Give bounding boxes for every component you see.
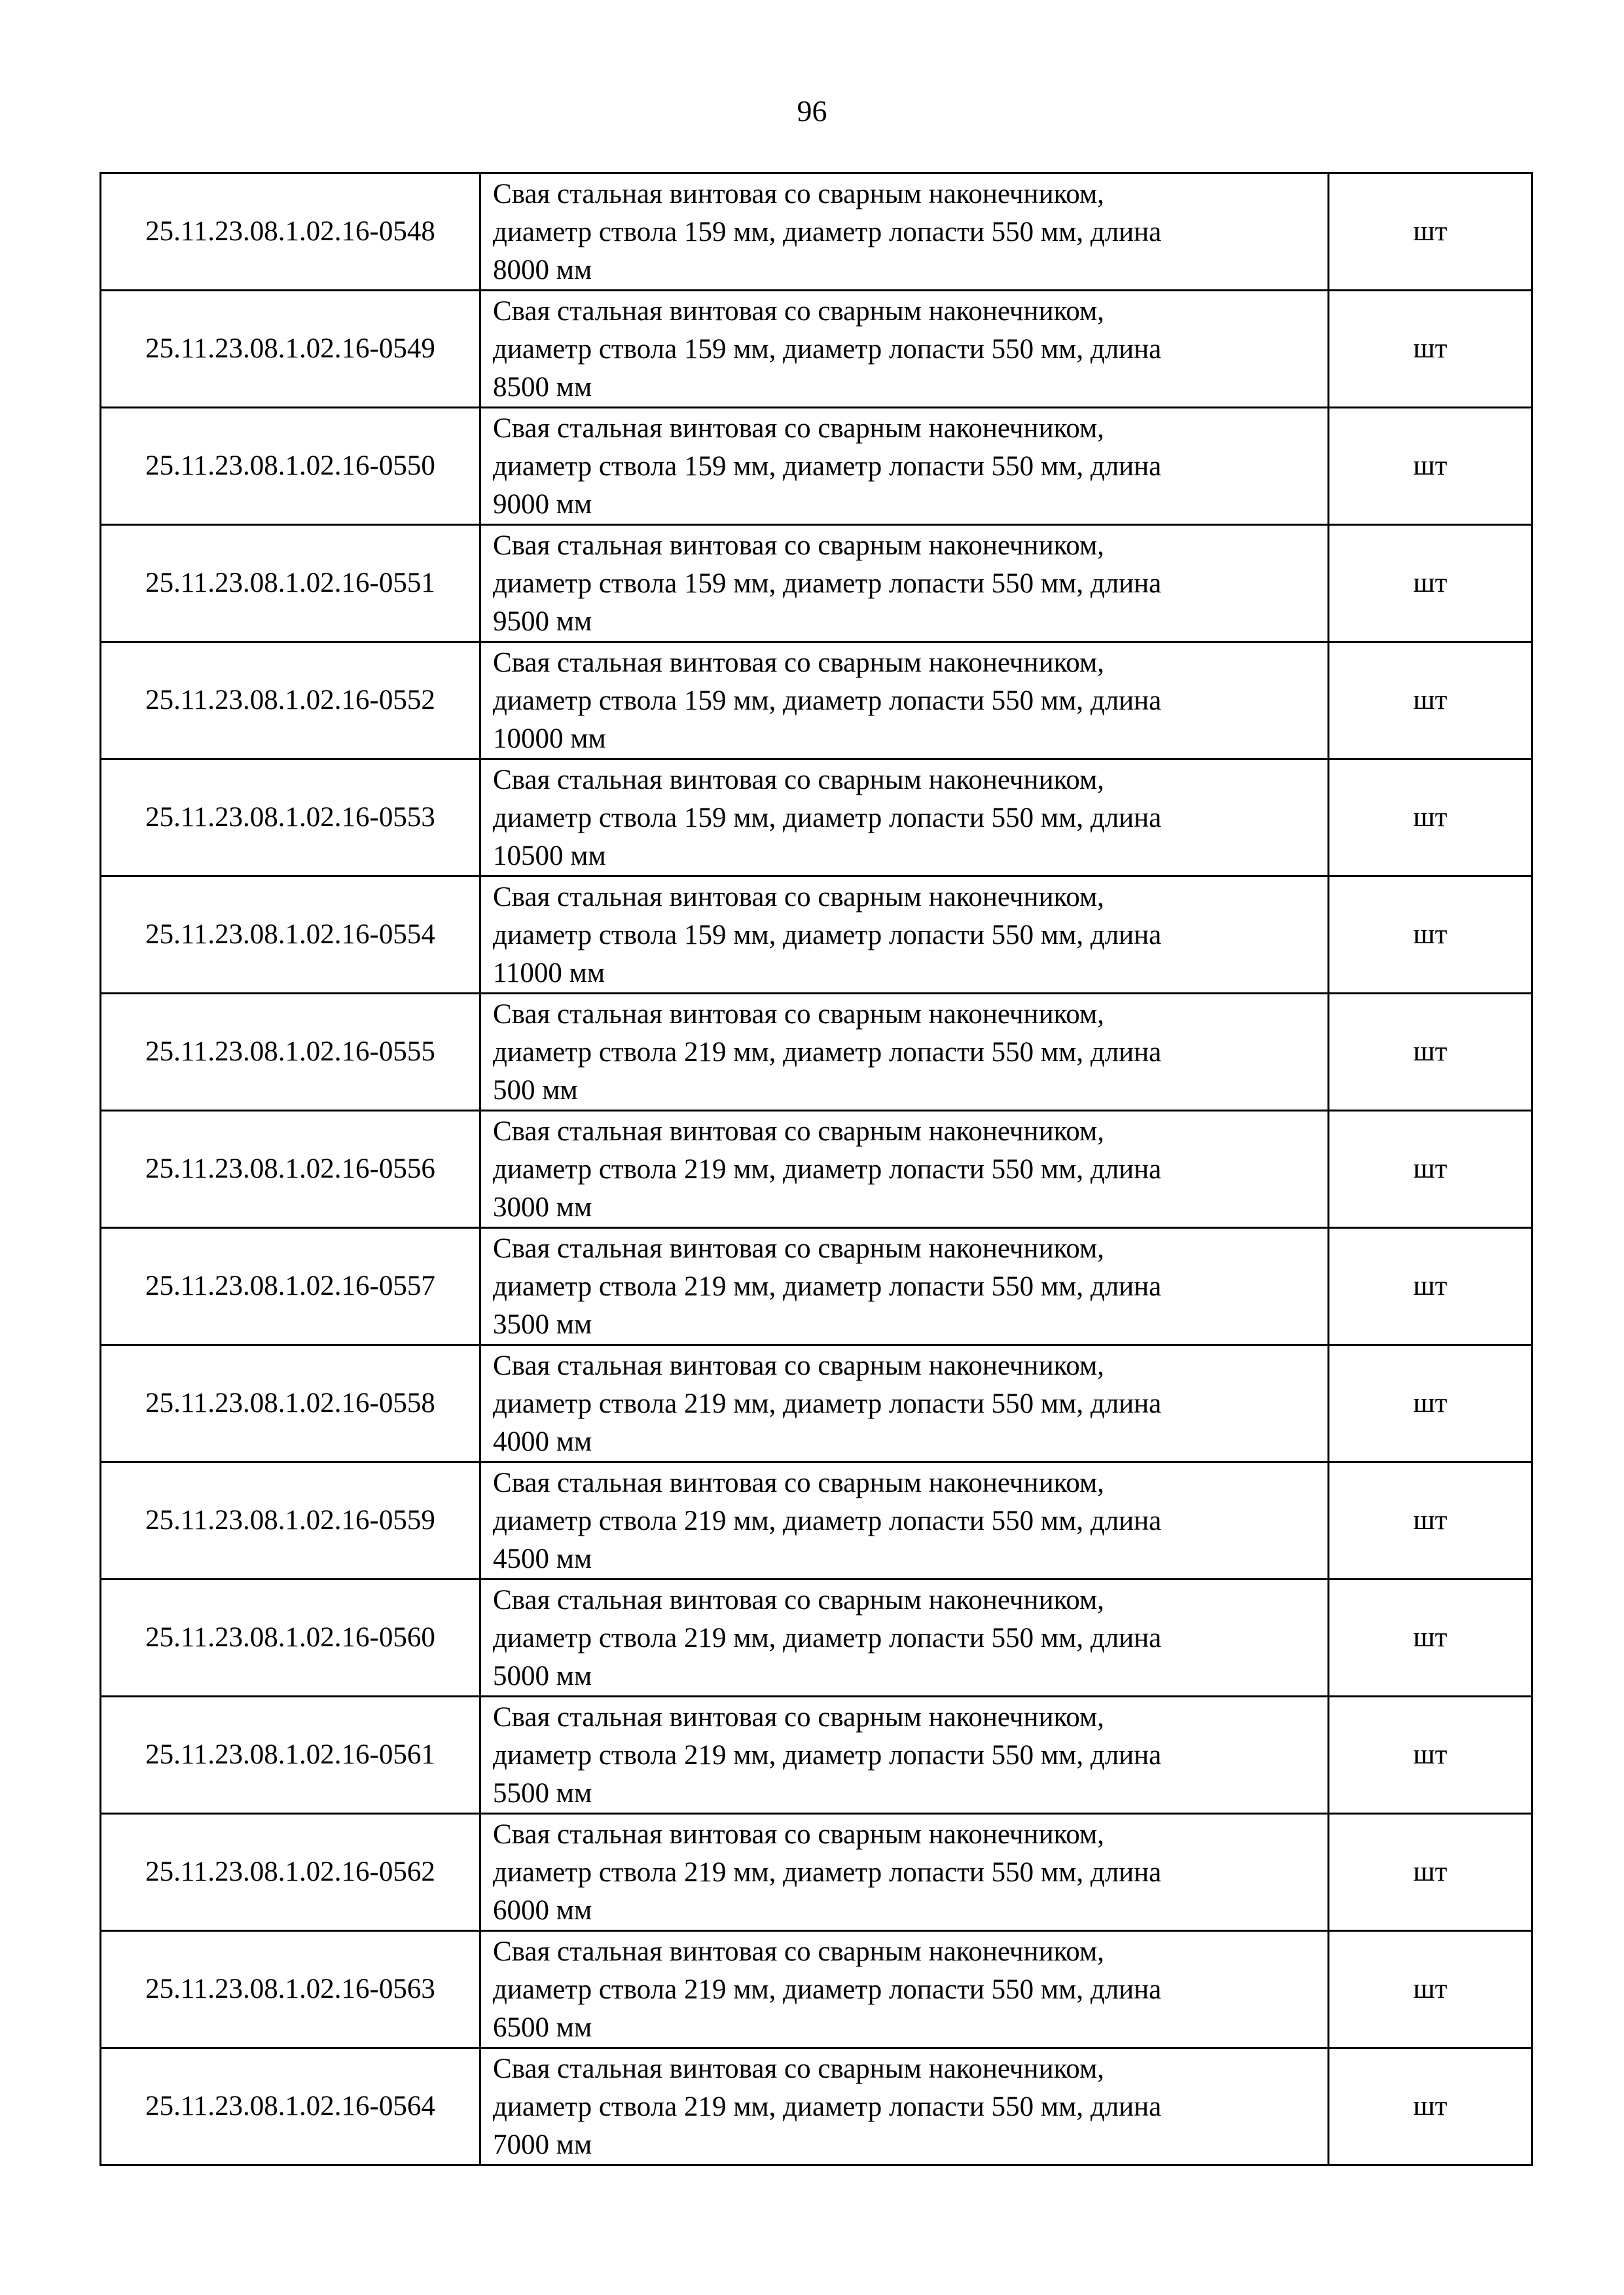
resource-description xyxy=(480,994,1329,1111)
table-row xyxy=(101,1697,1532,1814)
resource-code: 25.11.23.08.1.02.16-0558 xyxy=(101,1345,480,1462)
resource-description xyxy=(480,291,1329,408)
description-line: 8500 мм xyxy=(493,372,592,403)
resource-code: 25.11.23.08.1.02.16-0559 xyxy=(101,1462,480,1580)
description-line: диаметр ствола 219 мм, диаметр лопасти 550 мм, длина xyxy=(493,1154,1162,1185)
resource-description xyxy=(480,1814,1329,1931)
unit-of-measure: шт xyxy=(1329,2048,1532,2165)
resource-code: 25.11.23.08.1.02.16-0553 xyxy=(101,759,480,876)
resource-description xyxy=(480,1697,1329,1814)
description-line: диаметр ствола 219 мм, диаметр лопасти 550 мм, длина xyxy=(493,1271,1162,1302)
resource-description xyxy=(480,1931,1329,2048)
unit-of-measure: шт xyxy=(1329,1931,1532,2048)
description-line: диаметр ствола 159 мм, диаметр лопасти 550 мм, длина xyxy=(493,334,1162,365)
unit-of-measure: шт xyxy=(1329,1462,1532,1580)
resource-code: 25.11.23.08.1.02.16-0557 xyxy=(101,1228,480,1345)
resource-description xyxy=(480,2048,1329,2165)
unit-of-measure: шт xyxy=(1329,1111,1532,1228)
description-line: диаметр ствола 219 мм, диаметр лопасти 550 мм, длина xyxy=(493,1388,1162,1419)
resource-code: 25.11.23.08.1.02.16-0562 xyxy=(101,1814,480,1931)
description-line: Свая стальная винтовая со сварным наконечником, xyxy=(493,2053,1104,2084)
description-line: диаметр ствола 159 мм, диаметр лопасти 550 мм, длина xyxy=(493,568,1162,599)
description-line: 10000 мм xyxy=(493,723,606,754)
table-row xyxy=(101,1580,1532,1697)
unit-of-measure: шт xyxy=(1329,994,1532,1111)
resource-table-body xyxy=(101,173,1532,2165)
unit-of-measure: шт xyxy=(1329,1345,1532,1462)
description-line: Свая стальная винтовая со сварным наконечником, xyxy=(493,765,1104,795)
description-line: 8000 мм xyxy=(493,255,592,285)
table-row xyxy=(101,1931,1532,2048)
description-line: Свая стальная винтовая со сварным наконечником, xyxy=(493,1116,1104,1147)
description-line: диаметр ствола 159 мм, диаметр лопасти 550 мм, длина xyxy=(493,920,1162,950)
description-line: Свая стальная винтовая со сварным наконечником, xyxy=(493,999,1104,1030)
unit-of-measure: шт xyxy=(1329,1228,1532,1345)
description-line: диаметр ствола 219 мм, диаметр лопасти 550 мм, длина xyxy=(493,1857,1162,1888)
description-line: диаметр ствола 219 мм, диаметр лопасти 550 мм, длина xyxy=(493,1623,1162,1653)
description-line: Свая стальная винтовая со сварным наконечником, xyxy=(493,179,1104,209)
unit-of-measure: шт xyxy=(1329,408,1532,525)
description-line: Свая стальная винтовая со сварным наконечником, xyxy=(493,1702,1104,1733)
unit-of-measure: шт xyxy=(1329,291,1532,408)
resource-description xyxy=(480,642,1329,759)
description-line: диаметр ствола 159 мм, диаметр лопасти 550 мм, длина xyxy=(493,803,1162,833)
description-line: 11000 мм xyxy=(493,958,605,988)
table-row xyxy=(101,1228,1532,1345)
description-line: 4000 мм xyxy=(493,1426,592,1457)
description-line: 7000 мм xyxy=(493,2129,592,2160)
description-line: Свая стальная винтовая со сварным наконечником, xyxy=(493,1585,1104,1616)
resource-code: 25.11.23.08.1.02.16-0560 xyxy=(101,1580,480,1697)
unit-of-measure: шт xyxy=(1329,1814,1532,1931)
resource-description xyxy=(480,1345,1329,1462)
description-line: 4500 мм xyxy=(493,1544,592,1574)
description-line: диаметр ствола 219 мм, диаметр лопасти 550 мм, длина xyxy=(493,1037,1162,1068)
resource-description xyxy=(480,173,1329,291)
description-line: Свая стальная винтовая со сварным наконечником, xyxy=(493,1468,1104,1498)
description-line: Свая стальная винтовая со сварным наконечником, xyxy=(493,413,1104,444)
description-line: 5500 мм xyxy=(493,1778,592,1809)
resource-code: 25.11.23.08.1.02.16-0561 xyxy=(101,1697,480,1814)
resource-description xyxy=(480,525,1329,642)
unit-of-measure: шт xyxy=(1329,759,1532,876)
page-number: 96 xyxy=(797,94,827,128)
table-row xyxy=(101,876,1532,994)
description-line: 9000 мм xyxy=(493,489,592,520)
unit-of-measure: шт xyxy=(1329,525,1532,642)
description-line: Свая стальная винтовая со сварным наконечником, xyxy=(493,647,1104,678)
description-line: диаметр ствола 159 мм, диаметр лопасти 550 мм, длина xyxy=(493,217,1162,247)
table-row xyxy=(101,1111,1532,1228)
resource-description xyxy=(480,759,1329,876)
table-row xyxy=(101,408,1532,525)
table-row xyxy=(101,1462,1532,1580)
unit-of-measure: шт xyxy=(1329,173,1532,291)
description-line: Свая стальная винтовая со сварным наконечником, xyxy=(493,1936,1104,1967)
description-line: 5000 мм xyxy=(493,1661,592,1691)
description-line: 500 мм xyxy=(493,1075,578,1106)
resource-code: 25.11.23.08.1.02.16-0554 xyxy=(101,876,480,994)
resource-code: 25.11.23.08.1.02.16-0548 xyxy=(101,173,480,291)
description-line: 10500 мм xyxy=(493,840,606,871)
resource-description xyxy=(480,408,1329,525)
resource-code: 25.11.23.08.1.02.16-0563 xyxy=(101,1931,480,2048)
description-line: Свая стальная винтовая со сварным наконечником, xyxy=(493,1350,1104,1381)
description-line: диаметр ствола 159 мм, диаметр лопасти 550 мм, длина xyxy=(493,451,1162,482)
description-line: Свая стальная винтовая со сварным наконечником, xyxy=(493,1819,1104,1850)
resource-description xyxy=(480,1228,1329,1345)
description-line: 9500 мм xyxy=(493,606,592,637)
table-row xyxy=(101,173,1532,291)
resource-description xyxy=(480,1462,1329,1580)
description-line: Свая стальная винтовая со сварным наконечником, xyxy=(493,1233,1104,1264)
unit-of-measure: шт xyxy=(1329,642,1532,759)
resource-code: 25.11.23.08.1.02.16-0549 xyxy=(101,291,480,408)
resource-description xyxy=(480,1580,1329,1697)
resource-code: 25.11.23.08.1.02.16-0564 xyxy=(101,2048,480,2165)
table-row xyxy=(101,525,1532,642)
resource-code: 25.11.23.08.1.02.16-0552 xyxy=(101,642,480,759)
description-line: Свая стальная винтовая со сварным наконечником, xyxy=(493,296,1104,327)
description-line: 6500 мм xyxy=(493,2012,592,2043)
table-row xyxy=(101,759,1532,876)
table-row xyxy=(101,642,1532,759)
resource-code: 25.11.23.08.1.02.16-0550 xyxy=(101,408,480,525)
table-row xyxy=(101,994,1532,1111)
table-row xyxy=(101,1814,1532,1931)
table-row xyxy=(101,291,1532,408)
description-line: 6000 мм xyxy=(493,1895,592,1926)
resource-description xyxy=(480,1111,1329,1228)
description-line: Свая стальная винтовая со сварным наконечником, xyxy=(493,882,1104,913)
description-line: 3500 мм xyxy=(493,1309,592,1340)
description-line: 3000 мм xyxy=(493,1192,592,1223)
resource-code: 25.11.23.08.1.02.16-0556 xyxy=(101,1111,480,1228)
resource-code: 25.11.23.08.1.02.16-0555 xyxy=(101,994,480,1111)
resource-code: 25.11.23.08.1.02.16-0551 xyxy=(101,525,480,642)
unit-of-measure: шт xyxy=(1329,1580,1532,1697)
description-line: диаметр ствола 159 мм, диаметр лопасти 550 мм, длина xyxy=(493,685,1162,716)
description-line: диаметр ствола 219 мм, диаметр лопасти 550 мм, длина xyxy=(493,1974,1162,2005)
table-row xyxy=(101,2048,1532,2165)
description-line: диаметр ствола 219 мм, диаметр лопасти 550 мм, длина xyxy=(493,2091,1162,2122)
resource-description xyxy=(480,876,1329,994)
description-line: Свая стальная винтовая со сварным наконечником, xyxy=(493,530,1104,561)
table-row xyxy=(101,1345,1532,1462)
unit-of-measure: шт xyxy=(1329,1697,1532,1814)
description-line: диаметр ствола 219 мм, диаметр лопасти 550 мм, длина xyxy=(493,1740,1162,1771)
description-line: диаметр ствола 219 мм, диаметр лопасти 550 мм, длина xyxy=(493,1506,1162,1536)
unit-of-measure: шт xyxy=(1329,876,1532,994)
resource-table xyxy=(99,172,1533,2166)
